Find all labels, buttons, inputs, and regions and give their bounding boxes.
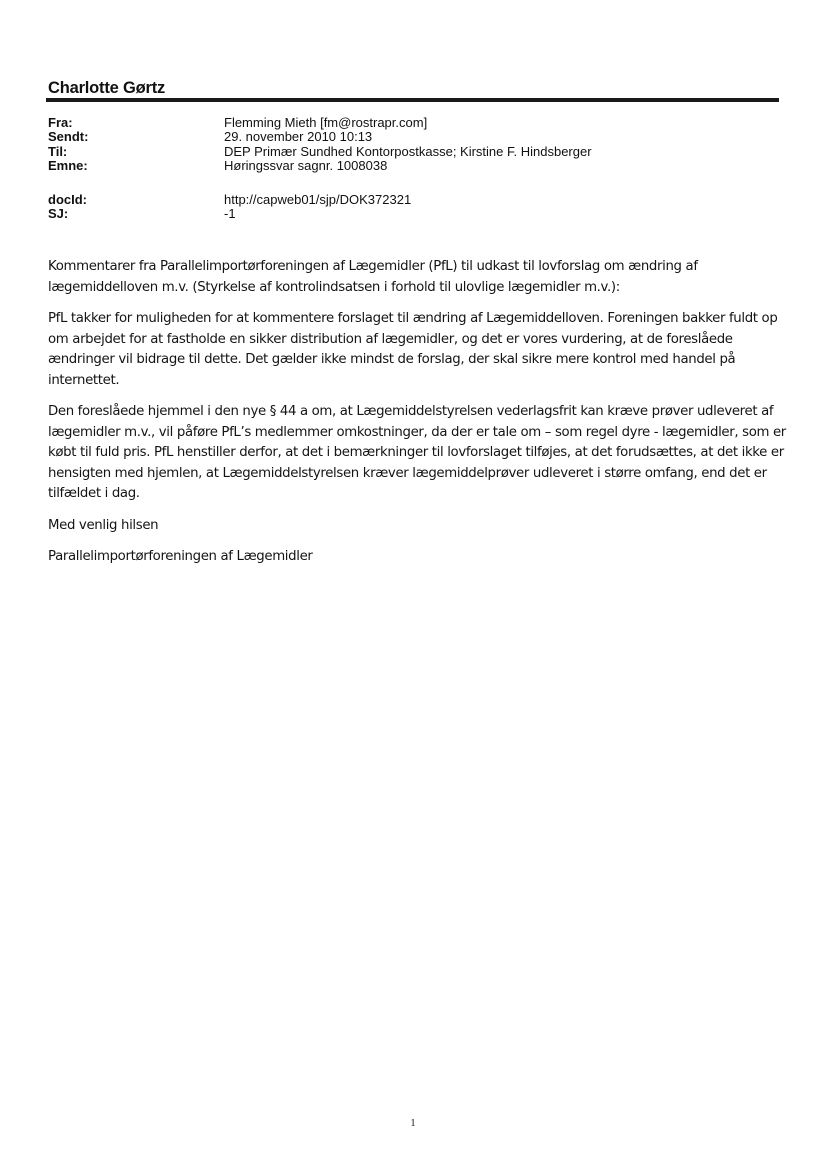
closing-greeting: Med venlig hilsen	[48, 517, 159, 533]
to-value: DEP Primær Sundhed Kontorpostkasse; Kirstine F. Hindsberger	[224, 143, 592, 159]
header-divider	[46, 98, 779, 102]
subject-value: Høringssvar sagnr. 1008038	[224, 157, 388, 173]
sj-value: -1	[224, 206, 236, 222]
docid-value: http://capweb01/sjp/DOK372321	[224, 192, 412, 207]
to-label: Til:	[48, 143, 68, 159]
sent-value: 29. november 2010 10:13	[224, 129, 373, 145]
paragraph-support: PfL takker for muligheden for at kommentere forslaget til ændring af Lægemiddelloven. Foreningen bakker fuldt op om arbejdet for at fastholde en sikker distribution af lægemidler, og det er vores vurdering, at de foreslåede ændringer vil bidrage til dette. Det gælder ikke mindst de forslag, der skal sikre mere kontrol med handel på internettet.	[48, 311, 778, 388]
header-row-subject	[48, 159, 592, 173]
email-header-fields	[48, 116, 592, 173]
from-label: Fra:	[48, 115, 73, 130]
subject-label: Emne:	[48, 157, 88, 173]
signature-organization: Parallelimportørforeningen af Lægemidler	[48, 549, 313, 564]
meta-row-sj	[48, 207, 411, 221]
header-row-from	[48, 116, 592, 130]
sj-label: SJ:	[48, 206, 69, 222]
meta-row-docid	[48, 193, 411, 207]
email-body	[48, 257, 788, 579]
from-value: Flemming Mieth [fm@rostrapr.com]	[224, 115, 428, 130]
sent-label: Sendt:	[48, 129, 89, 145]
paragraph-intro: Kommentarer fra Parallelimportørforeningen af Lægemidler (PfL) til udkast til lovforslag om ændring af lægemiddelloven m.v. (Styrkelse af kontrolindsatsen i forhold til ulovlige lægemidler m.v.):	[48, 259, 698, 295]
page-number: 1	[410, 1117, 416, 1129]
header-row-sent	[48, 130, 592, 144]
sender-name: Charlotte Gørtz	[48, 79, 166, 97]
header-row-to	[48, 145, 592, 159]
paragraph-concern: Den foreslåede hjemmel i den nye § 44 a om, at Lægemiddelstyrelsen vederlagsfrit kan kræve prøver udleveret af lægemidler m.v., vil påføre PfL’s medlemmer omkostninger, da der er tale om – som regel dyre - lægemidler, som er købt til fuld pris. PfL henstiller derfor, at det i bemærkninger til lovforslaget tilføjes, at det forudsættes, at det ikke er hensigten med hjemlen, at Lægemiddelstyrelsen kræver lægemiddelprøver udleveret i større omfang, end det er tilfældet i dag.	[48, 404, 786, 501]
docid-label: docId:	[48, 192, 87, 207]
document-meta-fields	[48, 193, 411, 222]
